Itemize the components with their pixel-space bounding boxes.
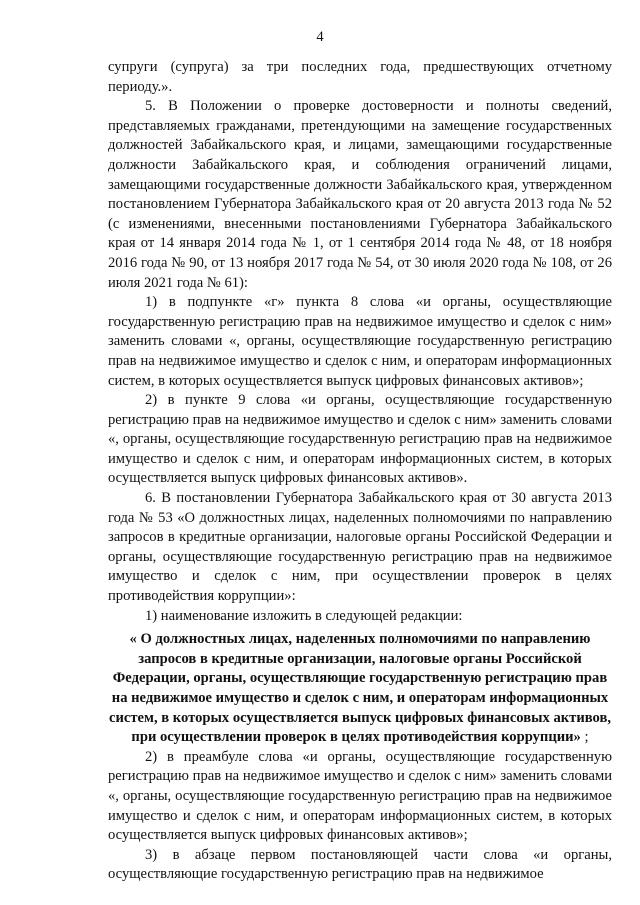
- paragraph-subitem-6-1: 1) наименование изложить в следующей редакции:: [145, 607, 463, 624]
- new-title-tail: ;: [580, 729, 589, 746]
- paragraph-subitem-2: 2) в пункте 9 слова «и органы, осуществляющие государственную регистрацию прав на недвижимое имущество и сделок с ним» заменить словами «, органы, осуществляющие государственную регистрацию прав на недвижимое имущество и сделок с ним, и операторам информационных систем, в которых осуществляется выпуск цифровых финансовых активов».: [108, 392, 612, 487]
- paragraph-subitem-1: 1) в подпункте «г» пункта 8 слова «и органы, осуществляющие государственную регистрацию прав на недвижимое имущество и сделок с ним» заменить словами «, органы, осуществляющие государственную регистрацию прав на недвижимое имущество и сделок с ним, и операторам информационных систем, в которых осуществляется выпуск цифровых финансовых активов»;: [108, 294, 612, 389]
- paragraph-item-6: 6. В постановлении Губернатора Забайкальского края от 30 августа 2013 года № 53 «О должностных лицах, наделенных полномочиями по направлению запросов в кредитные организации, налоговые органы Российской Федерации и органы, осуществляющие государственную регистрацию прав на недвижимое имущество и сделок с ним, при осуществлении проверок в целях противодействия коррупции»:: [108, 490, 612, 605]
- paragraph-continuation: супруги (супруга) за три последних года, предшествующих отчетному периоду.».: [108, 59, 612, 95]
- new-title-heading: [108, 630, 612, 748]
- document-body: [108, 58, 612, 885]
- new-title-text: « О должностных лицах, наделенных полномочиями по направлению запросов в кредитные организации, налоговые органы Российской Федерации, органы, осуществляющие государственную регистрацию прав на недвижимое имущество и сделок с ним, и операторам информационных систем, в которых осуществляется выпуск цифровых финансовых активов, при осуществлении проверок в целях противодействия коррупции»: [109, 631, 611, 746]
- page-number: 4: [316, 29, 324, 45]
- paragraph-item-5: 5. В Положении о проверке достоверности и полноты сведений, представляемых гражданами, претендующими на замещение государственных должностей Забайкальского края, и лицами, замещающими государственные должности Забайкальского края, и соблюдения ограничений лицами, замещающими государственные должности Забайкальского края, утвержденном постановлением Губернатора Забайкальского края от 20 августа 2013 года № 52 (с изменениями, внесенными постановлениями Губернатора Забайкальского края от 14 января 2014 года № 1, от 1 сентября 2014 года № 48, от 18 ноября 2016 года № 90, от 13 ноября 2017 года № 54, от 30 июля 2020 года № 108, от 26 июля 2021 года № 61):: [108, 98, 612, 291]
- paragraph-subitem-6-2: 2) в преамбуле слова «и органы, осуществляющие государственную регистрацию прав на недвижимое имущество и сделок с ним» заменить словами «, органы, осуществляющие государственную регистрацию прав на недвижимое имущество и сделок с ним, и операторам информационных систем, в которых осуществляется выпуск цифровых финансовых активов»;: [108, 748, 612, 844]
- paragraph-subitem-6-3: 3) в абзаце первом постановляющей части слова «и органы, осуществляющие государственную регистрацию прав на недвижимое: [108, 846, 612, 883]
